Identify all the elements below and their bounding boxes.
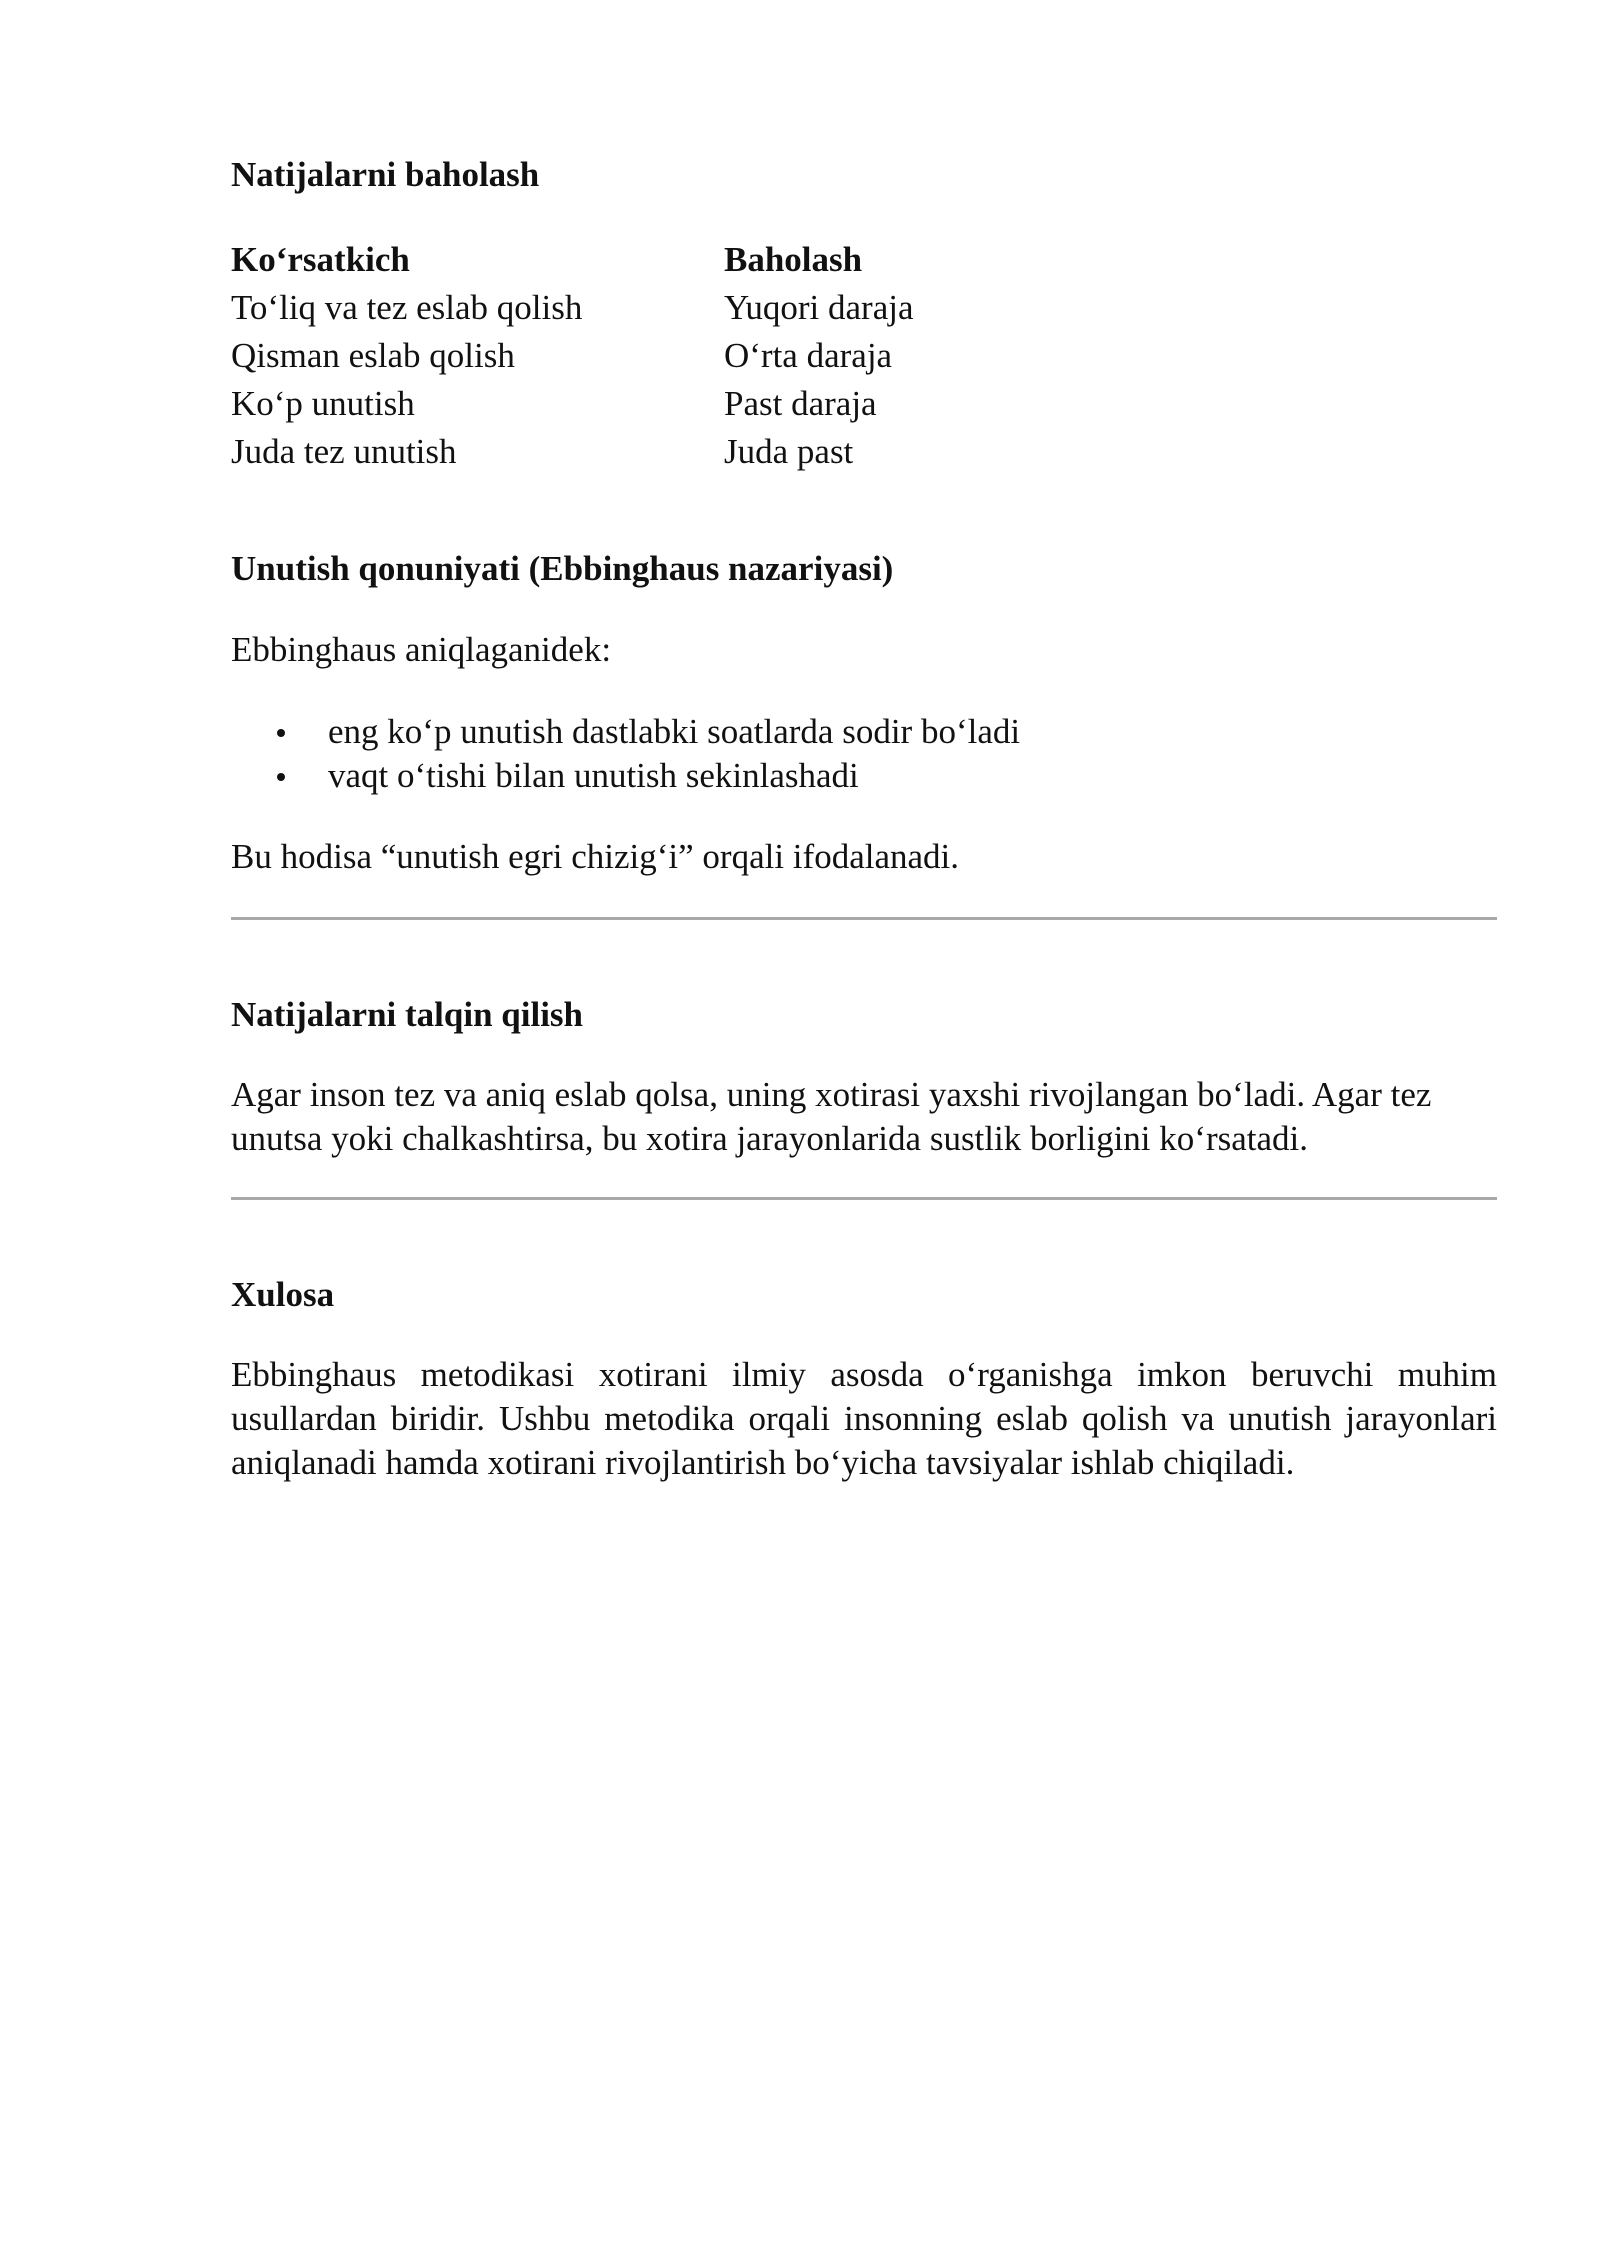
section-intro-text: Ebbinghaus aniqlaganidek:	[231, 630, 612, 669]
horizontal-divider	[231, 1197, 1497, 1200]
section-title-talqin: Natijalarni talqin qilish	[231, 995, 584, 1034]
evaluation-table	[231, 236, 914, 476]
table-cell: Past daraja	[724, 384, 877, 423]
table-header-baholash: Baholash	[724, 240, 863, 279]
table-cell: Qisman eslab qolish	[231, 336, 515, 375]
table-header-korsatkich: Ko‘rsatkich	[231, 240, 410, 279]
table-cell: Juda past	[724, 432, 854, 471]
table-row	[231, 332, 914, 380]
table-cell: Ko‘p unutish	[231, 384, 415, 423]
list-item-text: vaqt o‘tishi bilan unutish sekinlashadi	[328, 756, 859, 795]
table-cell: To‘liq va tez eslab qolish	[231, 288, 583, 327]
bullet-dot-icon	[277, 729, 285, 737]
section-title-baholash: Natijalarni baholash	[231, 155, 540, 194]
section-title-xulosa: Xulosa	[231, 1275, 335, 1314]
list-item	[231, 710, 1020, 754]
bullet-dot-icon	[277, 773, 285, 781]
list-item-text: eng ko‘p unutish dastlabki soatlarda sodir bo‘ladi	[328, 712, 1021, 751]
table-row	[231, 284, 914, 332]
table-cell: Juda tez unutish	[231, 432, 457, 471]
bullet-list	[231, 710, 1020, 798]
horizontal-divider	[231, 917, 1497, 920]
section-body-text: Ebbinghaus metodikasi xotirani ilmiy asosda o‘rganishga imkon beruvchi muhim usullardan biridir. Ushbu metodika orqali insonning eslab qolish va unutish jarayonlari aniqlanadi hamda xotirani rivojlantirish bo‘yicha tavsiyalar ishlab chiqiladi.	[231, 1355, 1497, 1482]
table-cell: Yuqori daraja	[724, 288, 914, 327]
list-item	[231, 754, 1020, 798]
table-cell: O‘rta daraja	[724, 336, 893, 375]
section-conclusion-text: Bu hodisa “unutish egri chizig‘i” orqali ifodalanadi.	[231, 837, 959, 876]
table-row	[231, 428, 914, 476]
section-title-unutish: Unutish qonuniyati (Ebbinghaus nazariyasi)	[231, 549, 894, 588]
table-row	[231, 380, 914, 428]
table-header-row	[231, 236, 914, 284]
section-body-text: Agar inson tez va aniq eslab qolsa, uning xotirasi yaxshi rivojlangan bo‘ladi. Agar tez unutsa yoki chalkashtirsa, bu xotira jarayonlarida sustlik borligini ko‘rsatadi.	[231, 1075, 1432, 1158]
